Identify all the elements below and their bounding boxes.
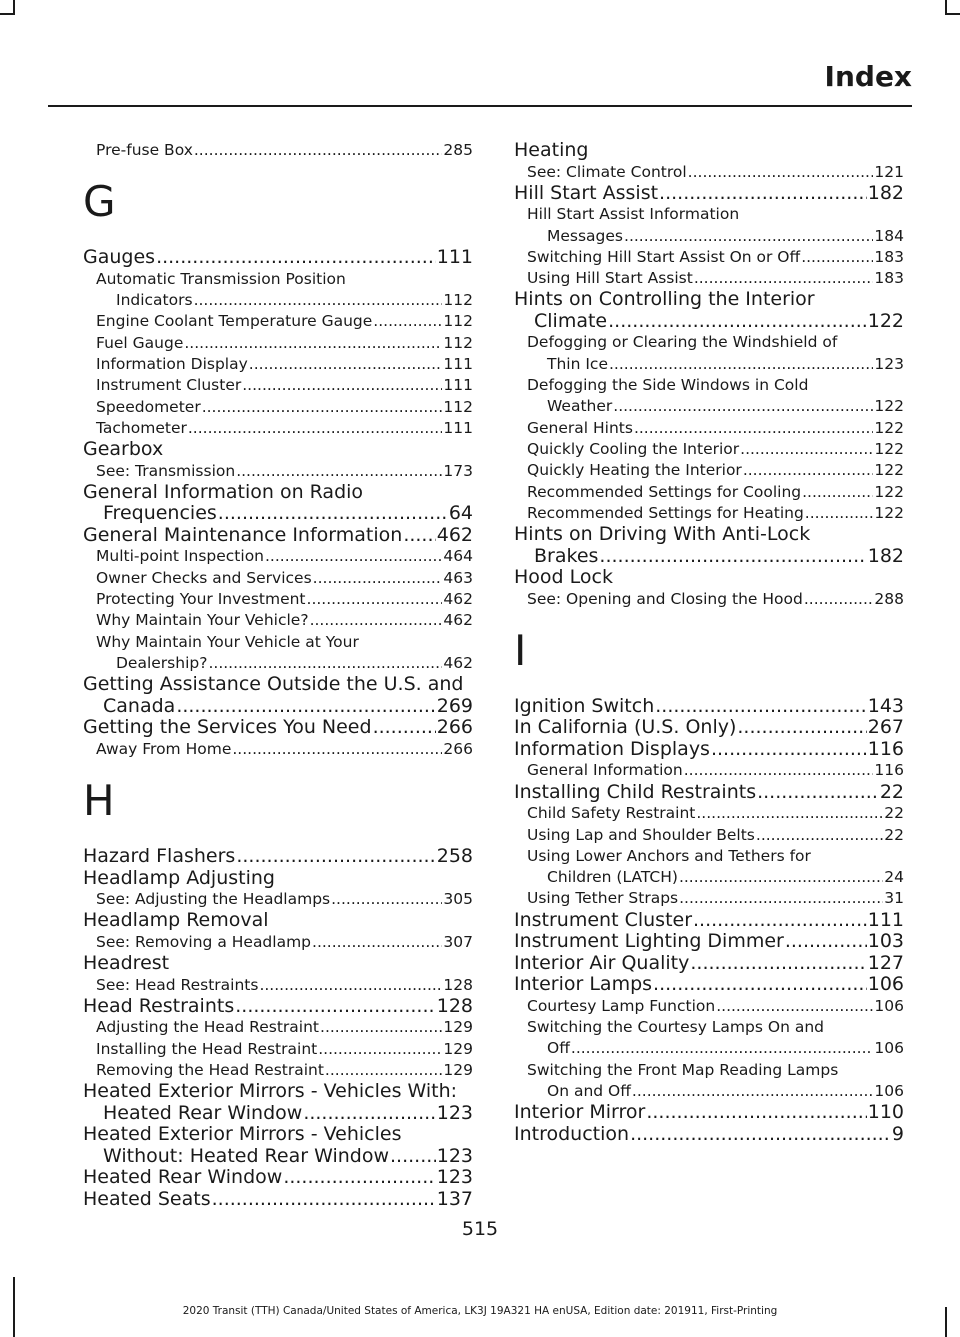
page-reference[interactable]: 462 bbox=[436, 523, 473, 546]
page-reference[interactable]: 112 bbox=[443, 312, 473, 331]
index-subentry[interactable] bbox=[514, 332, 904, 375]
entry-first-line: Why Maintain Your Vehicle at Your bbox=[96, 632, 359, 651]
dot-leader bbox=[156, 247, 436, 269]
entry-text: Using Lap and Shoulder Belts bbox=[527, 825, 755, 844]
index-subentry[interactable] bbox=[514, 482, 904, 503]
entry-text: Gauges bbox=[83, 246, 156, 269]
page-reference[interactable]: 64 bbox=[448, 502, 473, 525]
entry-text: Frequencies bbox=[103, 502, 217, 525]
entry-text: Climate bbox=[534, 309, 608, 332]
page-reference[interactable]: 182 bbox=[867, 544, 904, 567]
dot-leader bbox=[613, 396, 873, 417]
dot-leader bbox=[390, 1146, 436, 1168]
entry-text: Interior Mirror bbox=[514, 1101, 646, 1124]
entry-first-line: Defogging or Clearing the Windshield of bbox=[527, 333, 838, 352]
dot-leader bbox=[232, 739, 442, 760]
entry-text: Canada bbox=[103, 694, 176, 717]
index-subentry[interactable] bbox=[83, 333, 473, 354]
dot-leader bbox=[599, 546, 866, 568]
page-reference[interactable]: 269 bbox=[436, 694, 473, 717]
index-subentry[interactable] bbox=[83, 418, 473, 439]
entry-text: Speedometer bbox=[96, 397, 201, 416]
entry-text: Adjusting the Head Restraint bbox=[96, 1018, 320, 1037]
index-subentry[interactable] bbox=[83, 269, 473, 312]
dot-leader bbox=[202, 397, 443, 418]
entry-text: General Information bbox=[527, 761, 683, 780]
dot-leader bbox=[740, 439, 873, 460]
dot-leader bbox=[716, 996, 873, 1017]
entry-first-line: Hints on Controlling the Interior bbox=[514, 288, 815, 311]
index-subentry[interactable] bbox=[514, 1060, 904, 1103]
entry-first-line: Using Lower Anchors and Tethers for bbox=[527, 846, 811, 865]
index-subentry[interactable] bbox=[83, 397, 473, 418]
entry-text: Switching Hill Start Assist On or Off bbox=[527, 247, 801, 266]
dot-leader bbox=[659, 183, 867, 205]
entry-text: Children (LATCH) bbox=[547, 868, 678, 887]
index-subentry[interactable] bbox=[514, 460, 904, 481]
page-reference[interactable]: 462 bbox=[443, 611, 473, 630]
page-reference[interactable]: 103 bbox=[867, 930, 904, 953]
index-subentry[interactable] bbox=[514, 268, 904, 289]
index-entry[interactable] bbox=[514, 289, 904, 332]
dot-leader bbox=[801, 247, 873, 268]
entry-text: Removing the Head Restraint bbox=[96, 1061, 324, 1080]
entry-text: Courtesy Lamp Function bbox=[527, 996, 716, 1015]
page-reference[interactable]: 123 bbox=[874, 354, 904, 373]
index-entry[interactable] bbox=[83, 1124, 473, 1167]
page-reference[interactable]: 106 bbox=[874, 996, 904, 1015]
page-reference[interactable]: 123 bbox=[436, 1144, 473, 1167]
index-subentry[interactable] bbox=[83, 354, 473, 375]
dot-leader bbox=[571, 1038, 874, 1059]
index-entry[interactable] bbox=[514, 1102, 904, 1124]
dot-leader bbox=[303, 1103, 435, 1125]
dot-leader bbox=[325, 1060, 442, 1081]
entry-heading: Headrest bbox=[83, 952, 170, 975]
dot-leader bbox=[756, 825, 883, 846]
entry-first-line: Switching the Front Map Reading Lamps bbox=[527, 1060, 839, 1079]
page-reference[interactable]: 258 bbox=[436, 845, 473, 868]
page-reference[interactable]: 122 bbox=[874, 482, 904, 501]
dot-leader bbox=[212, 1189, 436, 1211]
dot-leader bbox=[259, 975, 442, 996]
entry-text: Installing the Head Restraint bbox=[96, 1039, 318, 1058]
index-subentry[interactable] bbox=[83, 568, 473, 589]
entry-first-line: General Information on Radio bbox=[83, 480, 364, 503]
entry-text: General Hints bbox=[527, 418, 633, 437]
page-reference[interactable]: 305 bbox=[443, 890, 473, 909]
page-reference[interactable]: 183 bbox=[874, 269, 904, 288]
footer-edition-info: 2020 Transit (TTH) Canada/United States of America, LK3J 19A321 HA enUSA, Edition date: 201911, First-Printing bbox=[182, 1305, 778, 1317]
index-subentry[interactable] bbox=[514, 888, 904, 909]
dot-leader bbox=[318, 1039, 442, 1060]
index-subentry[interactable] bbox=[514, 1017, 904, 1060]
page-reference[interactable]: 128 bbox=[443, 975, 473, 994]
dot-leader bbox=[403, 525, 435, 547]
index-subentry[interactable] bbox=[83, 589, 473, 610]
dot-leader bbox=[743, 460, 874, 481]
index-entry[interactable] bbox=[83, 717, 473, 739]
dot-leader bbox=[283, 1167, 435, 1189]
dot-leader bbox=[802, 482, 873, 503]
page-reference[interactable]: 111 bbox=[443, 376, 473, 395]
index-entry[interactable] bbox=[83, 1081, 473, 1124]
entry-text: Multi-point Inspection bbox=[96, 547, 264, 566]
dot-leader bbox=[688, 162, 874, 183]
entry-text: Heated Rear Window bbox=[103, 1101, 303, 1124]
index-subentry[interactable] bbox=[514, 803, 904, 824]
entry-text: See: Adjusting the Headlamps bbox=[96, 890, 331, 909]
dot-leader bbox=[608, 311, 867, 333]
page-reference[interactable]: 112 bbox=[443, 333, 473, 352]
entry-text: Child Safety Restraint bbox=[527, 804, 696, 823]
entry-first-line: Heated Exterior Mirrors - Vehicles With: bbox=[83, 1080, 458, 1103]
index-entry[interactable] bbox=[514, 140, 904, 162]
page-reference[interactable]: 143 bbox=[867, 694, 904, 717]
page-reference[interactable]: 267 bbox=[867, 716, 904, 739]
page-title: Index bbox=[824, 60, 912, 93]
page-reference[interactable]: 22 bbox=[884, 804, 904, 823]
dot-leader bbox=[373, 311, 442, 332]
dot-leader bbox=[679, 888, 883, 909]
entry-text: Quickly Heating the Interior bbox=[527, 461, 742, 480]
entry-text: Using Tether Straps bbox=[527, 889, 679, 908]
dot-leader bbox=[208, 653, 442, 674]
page-reference[interactable]: 129 bbox=[443, 1061, 473, 1080]
entry-text: In California (U.S. Only) bbox=[514, 716, 737, 739]
index-subentry[interactable] bbox=[83, 375, 473, 396]
entry-text: Why Maintain Your Vehicle? bbox=[96, 611, 309, 630]
dot-leader bbox=[176, 696, 435, 718]
entry-text: Information Displays bbox=[514, 737, 710, 760]
index-subentry[interactable] bbox=[514, 375, 904, 418]
index-entry[interactable] bbox=[83, 868, 473, 890]
dot-leader bbox=[320, 1017, 442, 1038]
index-entry[interactable] bbox=[83, 996, 473, 1018]
page-reference[interactable]: 123 bbox=[436, 1101, 473, 1124]
entry-text: Ignition Switch bbox=[514, 694, 655, 717]
dot-leader bbox=[679, 867, 883, 888]
index-subentry[interactable] bbox=[514, 204, 904, 247]
entry-text: On and Off bbox=[547, 1081, 631, 1100]
index-entry[interactable] bbox=[514, 931, 904, 953]
page-reference[interactable]: 111 bbox=[436, 246, 473, 269]
index-subentry[interactable] bbox=[83, 311, 473, 332]
dot-leader bbox=[249, 354, 443, 375]
dot-leader bbox=[737, 717, 866, 739]
dot-leader bbox=[331, 889, 442, 910]
entry-text: Recommended Settings for Heating bbox=[527, 503, 804, 522]
page-number: 515 bbox=[461, 1218, 499, 1240]
entry-text: Fuel Gauge bbox=[96, 333, 184, 352]
dot-leader bbox=[632, 1081, 873, 1102]
index-subentry[interactable] bbox=[83, 140, 473, 161]
index-subentry[interactable] bbox=[514, 247, 904, 268]
page-reference[interactable]: 111 bbox=[867, 908, 904, 931]
entry-text: Instrument Cluster bbox=[96, 376, 242, 395]
page-reference[interactable]: 112 bbox=[443, 291, 473, 310]
entry-text: Quickly Cooling the Interior bbox=[527, 439, 740, 458]
page-reference[interactable]: 31 bbox=[884, 889, 904, 908]
dot-leader bbox=[804, 589, 874, 610]
dot-leader bbox=[218, 503, 448, 525]
entry-first-line: Heated Exterior Mirrors - Vehicles bbox=[83, 1123, 402, 1146]
index-subentry[interactable] bbox=[514, 162, 904, 183]
entry-heading: Headlamp Removal bbox=[83, 909, 269, 932]
crop-mark bbox=[0, 13, 15, 15]
entry-first-line: Getting Assistance Outside the U.S. and bbox=[83, 673, 464, 696]
index-subentry[interactable] bbox=[514, 996, 904, 1017]
page-reference[interactable]: 116 bbox=[867, 737, 904, 760]
entry-text: See: Transmission bbox=[96, 461, 236, 480]
page-reference[interactable]: 122 bbox=[874, 418, 904, 437]
page-reference[interactable]: 122 bbox=[874, 439, 904, 458]
page-reference[interactable]: 111 bbox=[443, 418, 473, 437]
page-reference[interactable]: 121 bbox=[874, 162, 904, 181]
index-entry[interactable] bbox=[514, 974, 904, 996]
entry-text: Hill Start Assist bbox=[514, 181, 659, 204]
dot-leader bbox=[188, 418, 443, 439]
entry-first-line: Automatic Transmission Position bbox=[96, 269, 346, 288]
index-subentry[interactable] bbox=[514, 439, 904, 460]
page-reference[interactable]: 122 bbox=[867, 309, 904, 332]
page-reference[interactable]: 116 bbox=[874, 761, 904, 780]
page-reference[interactable]: 106 bbox=[874, 1039, 904, 1058]
index-subentry[interactable] bbox=[83, 1017, 473, 1038]
entry-text: Pre-fuse Box bbox=[96, 141, 193, 159]
index-subentry[interactable] bbox=[514, 846, 904, 889]
index-entry[interactable] bbox=[83, 247, 473, 269]
header-divider bbox=[48, 105, 912, 107]
entry-first-line: Hints on Driving With Anti-Lock bbox=[514, 523, 811, 546]
page-reference[interactable]: 9 bbox=[891, 1122, 904, 1145]
entry-text: Heated Rear Window bbox=[83, 1166, 283, 1189]
page-reference[interactable]: 183 bbox=[874, 247, 904, 266]
entry-text: Messages bbox=[547, 226, 624, 245]
index-entry[interactable] bbox=[514, 183, 904, 205]
dot-leader bbox=[242, 375, 442, 396]
dot-leader bbox=[805, 503, 874, 524]
index-subentry[interactable] bbox=[514, 589, 904, 610]
index-entry[interactable] bbox=[83, 846, 473, 868]
page-reference[interactable]: 22 bbox=[884, 825, 904, 844]
page-reference[interactable]: 106 bbox=[867, 973, 904, 996]
index-entry[interactable] bbox=[83, 1189, 473, 1211]
page-reference[interactable]: 285 bbox=[443, 141, 473, 159]
entry-text: Without: Heated Rear Window bbox=[103, 1144, 390, 1167]
entry-first-line: Defogging the Side Windows in Cold bbox=[527, 376, 809, 395]
dot-leader bbox=[655, 696, 866, 718]
dot-leader bbox=[194, 290, 443, 311]
page-reference[interactable]: 24 bbox=[884, 868, 904, 887]
index-subentry[interactable] bbox=[514, 418, 904, 439]
entry-text: Introduction bbox=[514, 1122, 630, 1145]
entry-text: Interior Lamps bbox=[514, 973, 653, 996]
index-entry[interactable] bbox=[514, 739, 904, 761]
index-entry[interactable] bbox=[514, 782, 904, 804]
section-letter: G bbox=[83, 177, 116, 227]
index-entry[interactable] bbox=[83, 674, 473, 717]
dot-leader bbox=[236, 846, 435, 868]
dot-leader bbox=[307, 589, 443, 610]
entry-text: Using Hill Start Assist bbox=[527, 269, 693, 288]
page-reference[interactable]: 22 bbox=[879, 780, 904, 803]
index-entry[interactable] bbox=[514, 910, 904, 932]
entry-text: Recommended Settings for Cooling bbox=[527, 482, 802, 501]
page-reference[interactable]: 129 bbox=[443, 1018, 473, 1037]
entry-text: Hazard Flashers bbox=[83, 845, 236, 868]
index-entry[interactable] bbox=[514, 1124, 904, 1146]
dot-leader bbox=[373, 717, 436, 739]
dot-leader bbox=[624, 226, 873, 247]
index-entry[interactable] bbox=[83, 953, 473, 975]
page-reference[interactable]: 128 bbox=[436, 994, 473, 1017]
entry-text: See: Removing a Headlamp bbox=[96, 932, 312, 951]
index-column-left bbox=[83, 140, 473, 1210]
dot-leader bbox=[310, 610, 443, 631]
index-subentry[interactable] bbox=[83, 610, 473, 631]
entry-text: Heated Seats bbox=[83, 1187, 211, 1210]
dot-leader bbox=[236, 461, 442, 482]
dot-leader bbox=[184, 333, 442, 354]
index-subentry[interactable] bbox=[83, 546, 473, 567]
page-reference[interactable]: 184 bbox=[874, 226, 904, 245]
page-reference[interactable]: 112 bbox=[443, 397, 473, 416]
entry-text: Tachometer bbox=[96, 418, 187, 437]
entry-text: Installing Child Restraints bbox=[514, 780, 757, 803]
entry-text: Thin Ice bbox=[547, 354, 608, 373]
page-reference[interactable]: 122 bbox=[874, 503, 904, 522]
dot-leader bbox=[711, 739, 867, 761]
index-subentry[interactable] bbox=[514, 503, 904, 524]
entry-text: Weather bbox=[547, 397, 613, 416]
dot-leader bbox=[690, 953, 866, 975]
entry-text: See: Opening and Closing the Hood bbox=[527, 589, 803, 608]
index-entry[interactable] bbox=[514, 696, 904, 718]
entry-text: Dealership? bbox=[116, 653, 208, 672]
index-subentry[interactable] bbox=[83, 889, 473, 910]
page-reference[interactable]: 266 bbox=[436, 716, 473, 739]
page-reference[interactable]: 173 bbox=[443, 461, 473, 480]
index-subentry[interactable] bbox=[514, 760, 904, 781]
page-reference[interactable]: 462 bbox=[443, 653, 473, 672]
section-letter: I bbox=[514, 625, 527, 675]
index-entry[interactable] bbox=[514, 717, 904, 739]
index-subentry[interactable] bbox=[83, 975, 473, 996]
entry-text: Off bbox=[547, 1039, 570, 1058]
page-reference[interactable]: 182 bbox=[867, 181, 904, 204]
index-entry[interactable] bbox=[83, 439, 473, 461]
index-subentry[interactable] bbox=[514, 825, 904, 846]
index-subentry[interactable] bbox=[83, 632, 473, 675]
entry-text: Head Restraints bbox=[83, 994, 235, 1017]
entry-text: Owner Checks and Services bbox=[96, 568, 312, 587]
index-subentry[interactable] bbox=[83, 1039, 473, 1060]
dot-leader bbox=[757, 782, 879, 804]
entry-heading: Gearbox bbox=[83, 438, 164, 461]
index-entry[interactable] bbox=[83, 525, 473, 547]
dot-leader bbox=[785, 931, 867, 953]
index-subentry[interactable] bbox=[83, 461, 473, 482]
dot-leader bbox=[194, 140, 443, 161]
page-reference[interactable]: 464 bbox=[443, 547, 473, 566]
index-entry[interactable] bbox=[83, 910, 473, 932]
page-reference[interactable]: 122 bbox=[874, 461, 904, 480]
dot-leader bbox=[235, 996, 436, 1018]
page-reference[interactable]: 127 bbox=[867, 951, 904, 974]
entry-text: Away From Home bbox=[96, 739, 232, 758]
entry-text: Instrument Cluster bbox=[514, 908, 693, 931]
page-reference[interactable]: 462 bbox=[443, 590, 473, 609]
dot-leader bbox=[609, 354, 873, 375]
entry-text: Instrument Lighting Dimmer bbox=[514, 930, 784, 953]
dot-leader bbox=[684, 760, 874, 781]
dot-leader bbox=[313, 568, 443, 589]
entry-text: Brakes bbox=[534, 544, 599, 567]
page-reference[interactable]: 122 bbox=[874, 397, 904, 416]
dot-leader bbox=[693, 910, 867, 932]
entry-heading: Hood Lock bbox=[514, 566, 613, 589]
entry-text: Indicators bbox=[116, 291, 193, 310]
dot-leader bbox=[630, 1124, 891, 1146]
dot-leader bbox=[694, 268, 874, 289]
dot-leader bbox=[265, 546, 442, 567]
entry-text: Information Display bbox=[96, 354, 248, 373]
dot-leader bbox=[646, 1102, 866, 1124]
index-entry[interactable] bbox=[514, 567, 904, 589]
entry-heading: Heating bbox=[514, 139, 589, 161]
page-reference[interactable]: 307 bbox=[443, 932, 473, 951]
page-reference[interactable]: 123 bbox=[436, 1166, 473, 1189]
entry-text: Interior Air Quality bbox=[514, 951, 690, 974]
index-entry[interactable] bbox=[83, 1167, 473, 1189]
page-reference[interactable]: 129 bbox=[443, 1039, 473, 1058]
page-reference[interactable]: 463 bbox=[443, 568, 473, 587]
entry-first-line: Switching the Courtesy Lamps On and bbox=[527, 1018, 824, 1037]
index-subentry[interactable] bbox=[83, 932, 473, 953]
entry-text: See: Head Restraints bbox=[96, 975, 259, 994]
index-subentry[interactable] bbox=[83, 1060, 473, 1081]
entry-text: Protecting Your Investment bbox=[96, 590, 306, 609]
index-entry[interactable] bbox=[514, 953, 904, 975]
crop-mark bbox=[945, 13, 960, 15]
entry-first-line: Hill Start Assist Information bbox=[527, 205, 740, 224]
page-reference[interactable]: 288 bbox=[874, 589, 904, 608]
index-entry[interactable] bbox=[514, 524, 904, 567]
entry-text: Engine Coolant Temperature Gauge bbox=[96, 312, 373, 331]
page-reference[interactable]: 137 bbox=[436, 1187, 473, 1210]
entry-text: General Maintenance Information bbox=[83, 523, 403, 546]
section-letter: H bbox=[83, 776, 115, 826]
dot-leader bbox=[696, 803, 883, 824]
page-reference[interactable]: 106 bbox=[874, 1081, 904, 1100]
entry-text: Getting the Services You Need bbox=[83, 716, 372, 739]
dot-leader bbox=[634, 418, 873, 439]
page-reference[interactable]: 110 bbox=[867, 1101, 904, 1124]
index-subentry[interactable] bbox=[83, 739, 473, 760]
page-reference[interactable]: 111 bbox=[443, 354, 473, 373]
dot-leader bbox=[312, 932, 442, 953]
entry-heading: Headlamp Adjusting bbox=[83, 866, 275, 889]
entry-text: See: Climate Control bbox=[527, 162, 687, 181]
dot-leader bbox=[653, 974, 867, 996]
page-reference[interactable]: 266 bbox=[443, 739, 473, 758]
index-column-right bbox=[514, 140, 904, 1145]
index-entry[interactable] bbox=[83, 482, 473, 525]
